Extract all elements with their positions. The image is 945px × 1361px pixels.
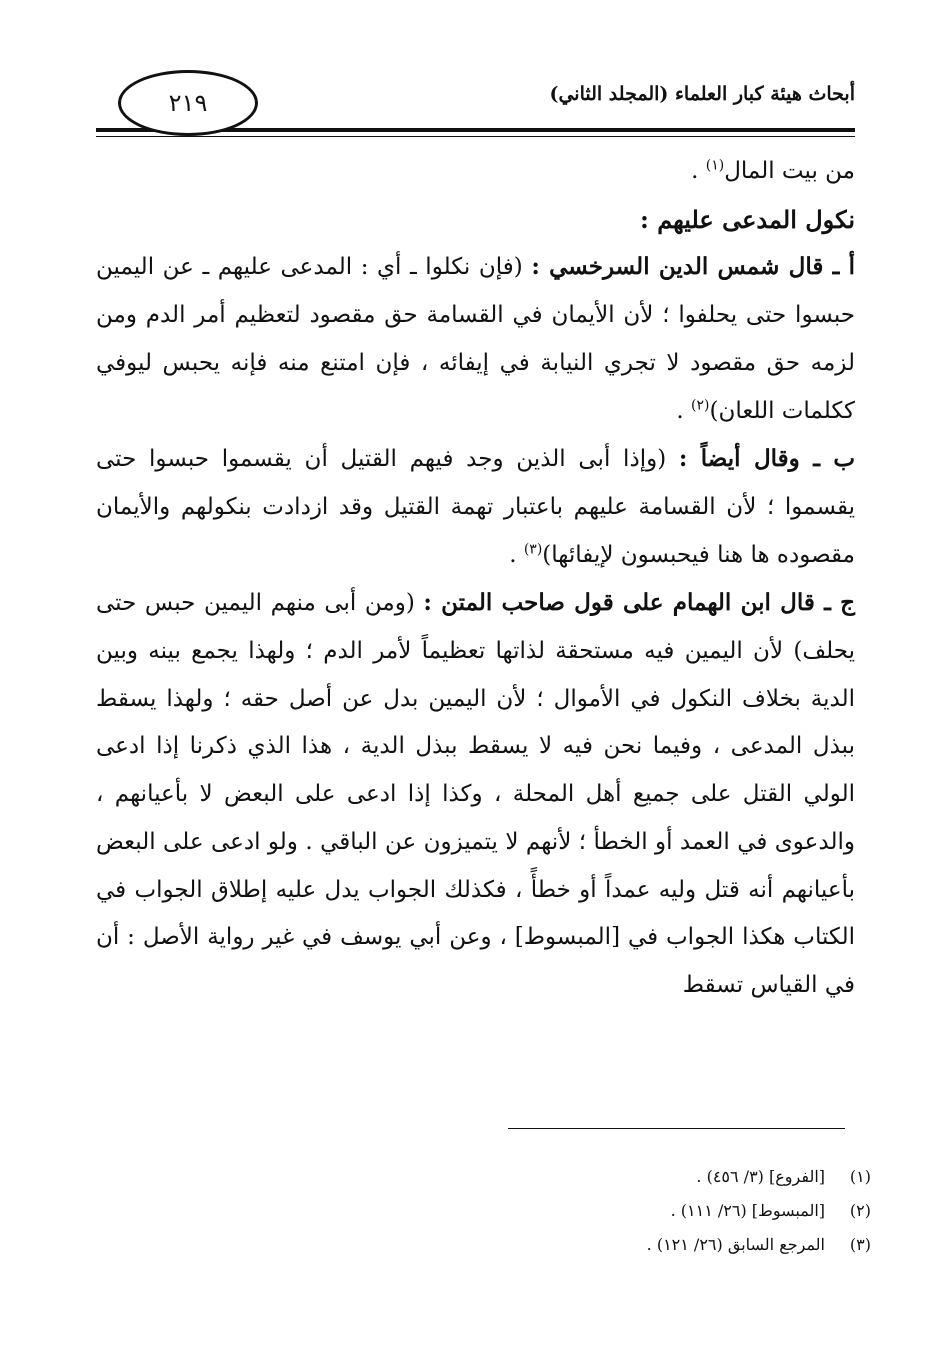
footnote-text: [المبسوط] (٢٦/ ١١١) . — [670, 1201, 825, 1220]
paragraph-lead: ج ـ قال ابن الهمام على قول صاحب المتن : — [423, 589, 855, 617]
footnote-ref: (٢) — [691, 396, 710, 413]
paragraph-b — [96, 435, 855, 579]
paragraph-text: (وإذا أبى الذين وجد فيهم القتيل أن يقسموا حبسوا حتى يقسموا ؛ لأن القسامة عليهم باعتبار تهمة القتيل وقد ازدادت بنكولهم والأيمان مقصوده ها هنا فيحبسون لإيفائها) — [96, 446, 855, 568]
page-number: ٢١٩ — [118, 70, 258, 136]
footnote-text: المرجع السابق (٢٦/ ١٢١) . — [646, 1235, 825, 1254]
paragraph-end: . — [676, 397, 692, 424]
footnotes — [111, 1160, 871, 1262]
paragraph-text: من بيت المال — [724, 158, 855, 184]
footnote-ref: (٣) — [523, 540, 543, 557]
paragraph-end: . — [691, 158, 706, 184]
body-text — [96, 148, 855, 1010]
section-heading: نكول المدعى عليهم : — [639, 204, 855, 234]
footnote — [111, 1194, 871, 1228]
footnote-number: (٣) — [849, 1235, 871, 1254]
footnote — [111, 1228, 871, 1262]
footnote-ref: (١) — [705, 157, 725, 174]
paragraph-lead: ب ـ وقال أيضاً : — [678, 445, 855, 473]
footnote — [111, 1160, 871, 1194]
paragraph-end: . — [509, 541, 524, 568]
paragraph-c — [96, 579, 855, 1009]
paragraph-bayt-al-mal — [96, 148, 855, 196]
paragraph-lead: أ ـ قال شمس الدين السرخسي : — [531, 253, 856, 281]
footnote-text: [الفروع] (٣/ ٤٥٦) . — [696, 1167, 825, 1186]
paragraph-text: (ومن أبى منهم اليمين حبس حتى يحلف) لأن اليمين فيه مستحقة لذاتها تعظيماً لأمر الدم ؛ ولهذا يجمع بينه وبين الدية بخلاف النكول في الأموال ؛ لأن اليمين بدل عن أصل حقه ؛ ولهذا يسقط ببذل المدعى ، وفيما نحن فيه لا يسقط ببذل الدية ، هذا الذي ذكرنا إذا ادعى الولي القتل على جميع أهل المحلة ، وكذا إذا ادعى على البعض لا بأعيانهم ، والدعوى في العمد أو الخطأ ؛ لأنهم لا يتميزون عن الباقي . ولو ادعى على البعض بأعيانهم أنه قتل وليه عمداً أو خطأً ، فكذلك الجواب يدل عليه إطلاق الجواب في الكتاب هكذا الجواب في [المبسوط] ، وعن أبي يوسف في غير رواية الأصل : أن في القياس تسقط — [96, 590, 855, 998]
header-rule-thin — [96, 136, 855, 137]
paragraph-text: (فإن نكلوا ـ أي : المدعى عليهم ـ عن اليمين حبسوا حتى يحلفوا ؛ لأن الأيمان في القسامة حق مقصود لتعظيم أمر الدم ومن لزمه حق مقصود لا تجري النيابة في إيفائه ، فإن امتنع منه فإنه يحبس ليوفي ككلمات اللعان) — [96, 254, 855, 424]
running-header: أبحاث هيئة كبار العلماء (المجلد الثاني) — [549, 83, 855, 105]
footnote-number: (١) — [849, 1167, 871, 1186]
footnote-number: (٢) — [849, 1201, 871, 1220]
paragraph-a — [96, 243, 855, 435]
footnote-rule — [508, 1128, 845, 1129]
